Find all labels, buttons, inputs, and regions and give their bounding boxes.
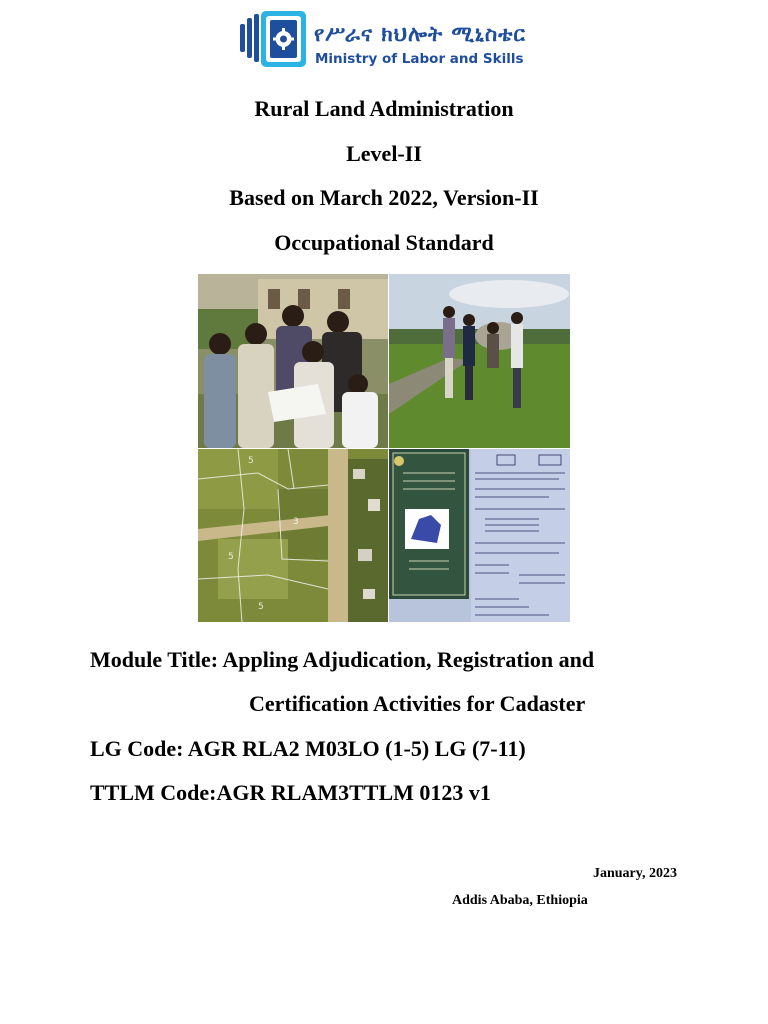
level-title: Level-II	[346, 141, 422, 166]
photo-field-surveyors	[389, 274, 570, 448]
module-title-line-1: Module Title: Appling Adjudication, Registration and	[90, 647, 595, 672]
ministry-logo	[240, 10, 540, 70]
publication-date: January, 2023	[592, 866, 677, 881]
lg-code: LG Code: AGR RLA2 M03LO (1-5) LG (7-11)	[90, 736, 526, 761]
ministry-emblem-icon	[240, 10, 306, 68]
photo-group-reviewing-maps	[198, 274, 388, 448]
ttlm-code: TTLM Code:AGR RLAM3TTLM 0123 v1	[90, 780, 491, 805]
photo-aerial-cadastral-map	[198, 449, 388, 622]
version-line: Based on March 2022, Version-II	[229, 185, 539, 210]
qualification-title: Rural Land Administration	[254, 96, 514, 121]
svg-text:5: 5	[228, 552, 234, 562]
cover-photo-collage	[198, 274, 570, 622]
publication-place: Addis Ababa, Ethiopia	[452, 893, 588, 908]
logo-amharic-name: የሥራና ክህሎት ሚኒስቴር	[314, 22, 527, 46]
svg-text:3: 3	[293, 517, 299, 527]
standard-line: Occupational Standard	[274, 230, 494, 255]
svg-text:5: 5	[258, 602, 264, 612]
photo-land-certificate-documents	[389, 449, 570, 622]
logo-english-name: Ministry of Labor and Skills	[315, 51, 524, 67]
module-title-line-2: Certification Activities for Cadaster	[249, 691, 586, 716]
svg-text:5: 5	[248, 456, 254, 466]
